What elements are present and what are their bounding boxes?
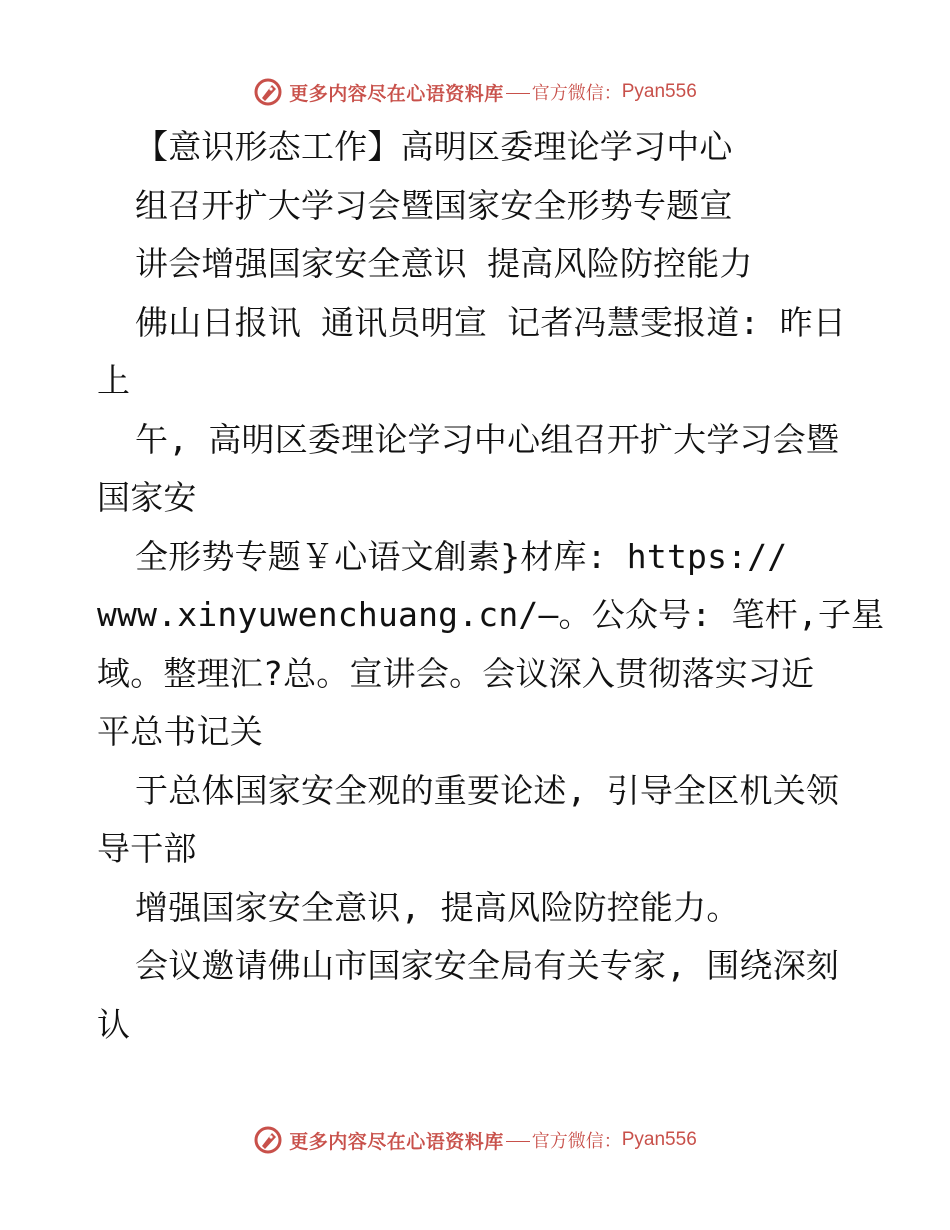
banner-wechat-handle: Pyan556 bbox=[621, 1129, 697, 1150]
title-line-1: 【意识形态工作】高明区委理论学习中心 bbox=[135, 127, 733, 166]
banner-divider bbox=[506, 1141, 530, 1142]
text-line: 认 bbox=[97, 1004, 131, 1044]
text-line: 增强国家安全意识, 提高风险防控能力。 bbox=[135, 887, 740, 927]
title-line-3: 讲会增强国家安全意识 提高风险防控能力 bbox=[135, 244, 753, 283]
banner-brand-text: 更多内容尽在心语资料库 bbox=[289, 1130, 504, 1153]
text-line: 导干部 bbox=[97, 829, 197, 868]
banner-brand-text: 更多内容尽在心语资料库 bbox=[289, 82, 504, 105]
text-line: 域。整理汇?总。宣讲会。会议深入贯彻落实习近 bbox=[97, 653, 815, 693]
text-line: 午, 高明区委理论学习中心组召开扩大学习会暨 bbox=[135, 419, 840, 459]
text-line: 国家安 bbox=[97, 478, 197, 517]
header-banner bbox=[0, 72, 950, 112]
banner-wechat-handle: Pyan556 bbox=[621, 81, 697, 102]
banner-official-label: 官方微信： bbox=[531, 1131, 622, 1152]
footer-banner bbox=[0, 1120, 950, 1160]
text-line: 平总书记关 bbox=[97, 712, 263, 751]
text-line: www.xinyuwenchuang.cn/—。公众号: 笔杆,子星 bbox=[97, 595, 885, 634]
banner-official-label: 官方微信： bbox=[531, 83, 622, 104]
text-line: 佛山日报讯 通讯员明宣 记者冯慧雯报道: 昨日 bbox=[135, 302, 847, 342]
text-line: 会议邀请佛山市国家安全局有关专家, 围绕深刻 bbox=[135, 946, 840, 985]
document-body bbox=[97, 118, 885, 1054]
text-line: 全形势专题￥心语文創素}材库: https:// bbox=[135, 536, 788, 576]
pen-nib-circle-icon bbox=[253, 77, 283, 107]
text-line: 于总体国家安全观的重要论述, 引导全区机关领 bbox=[135, 770, 840, 810]
text-line: 上 bbox=[97, 361, 131, 400]
banner-divider bbox=[506, 93, 530, 94]
title-line-2: 组召开扩大学习会暨国家安全形势专题宣 bbox=[135, 185, 733, 225]
pen-nib-circle-icon bbox=[253, 1125, 283, 1155]
